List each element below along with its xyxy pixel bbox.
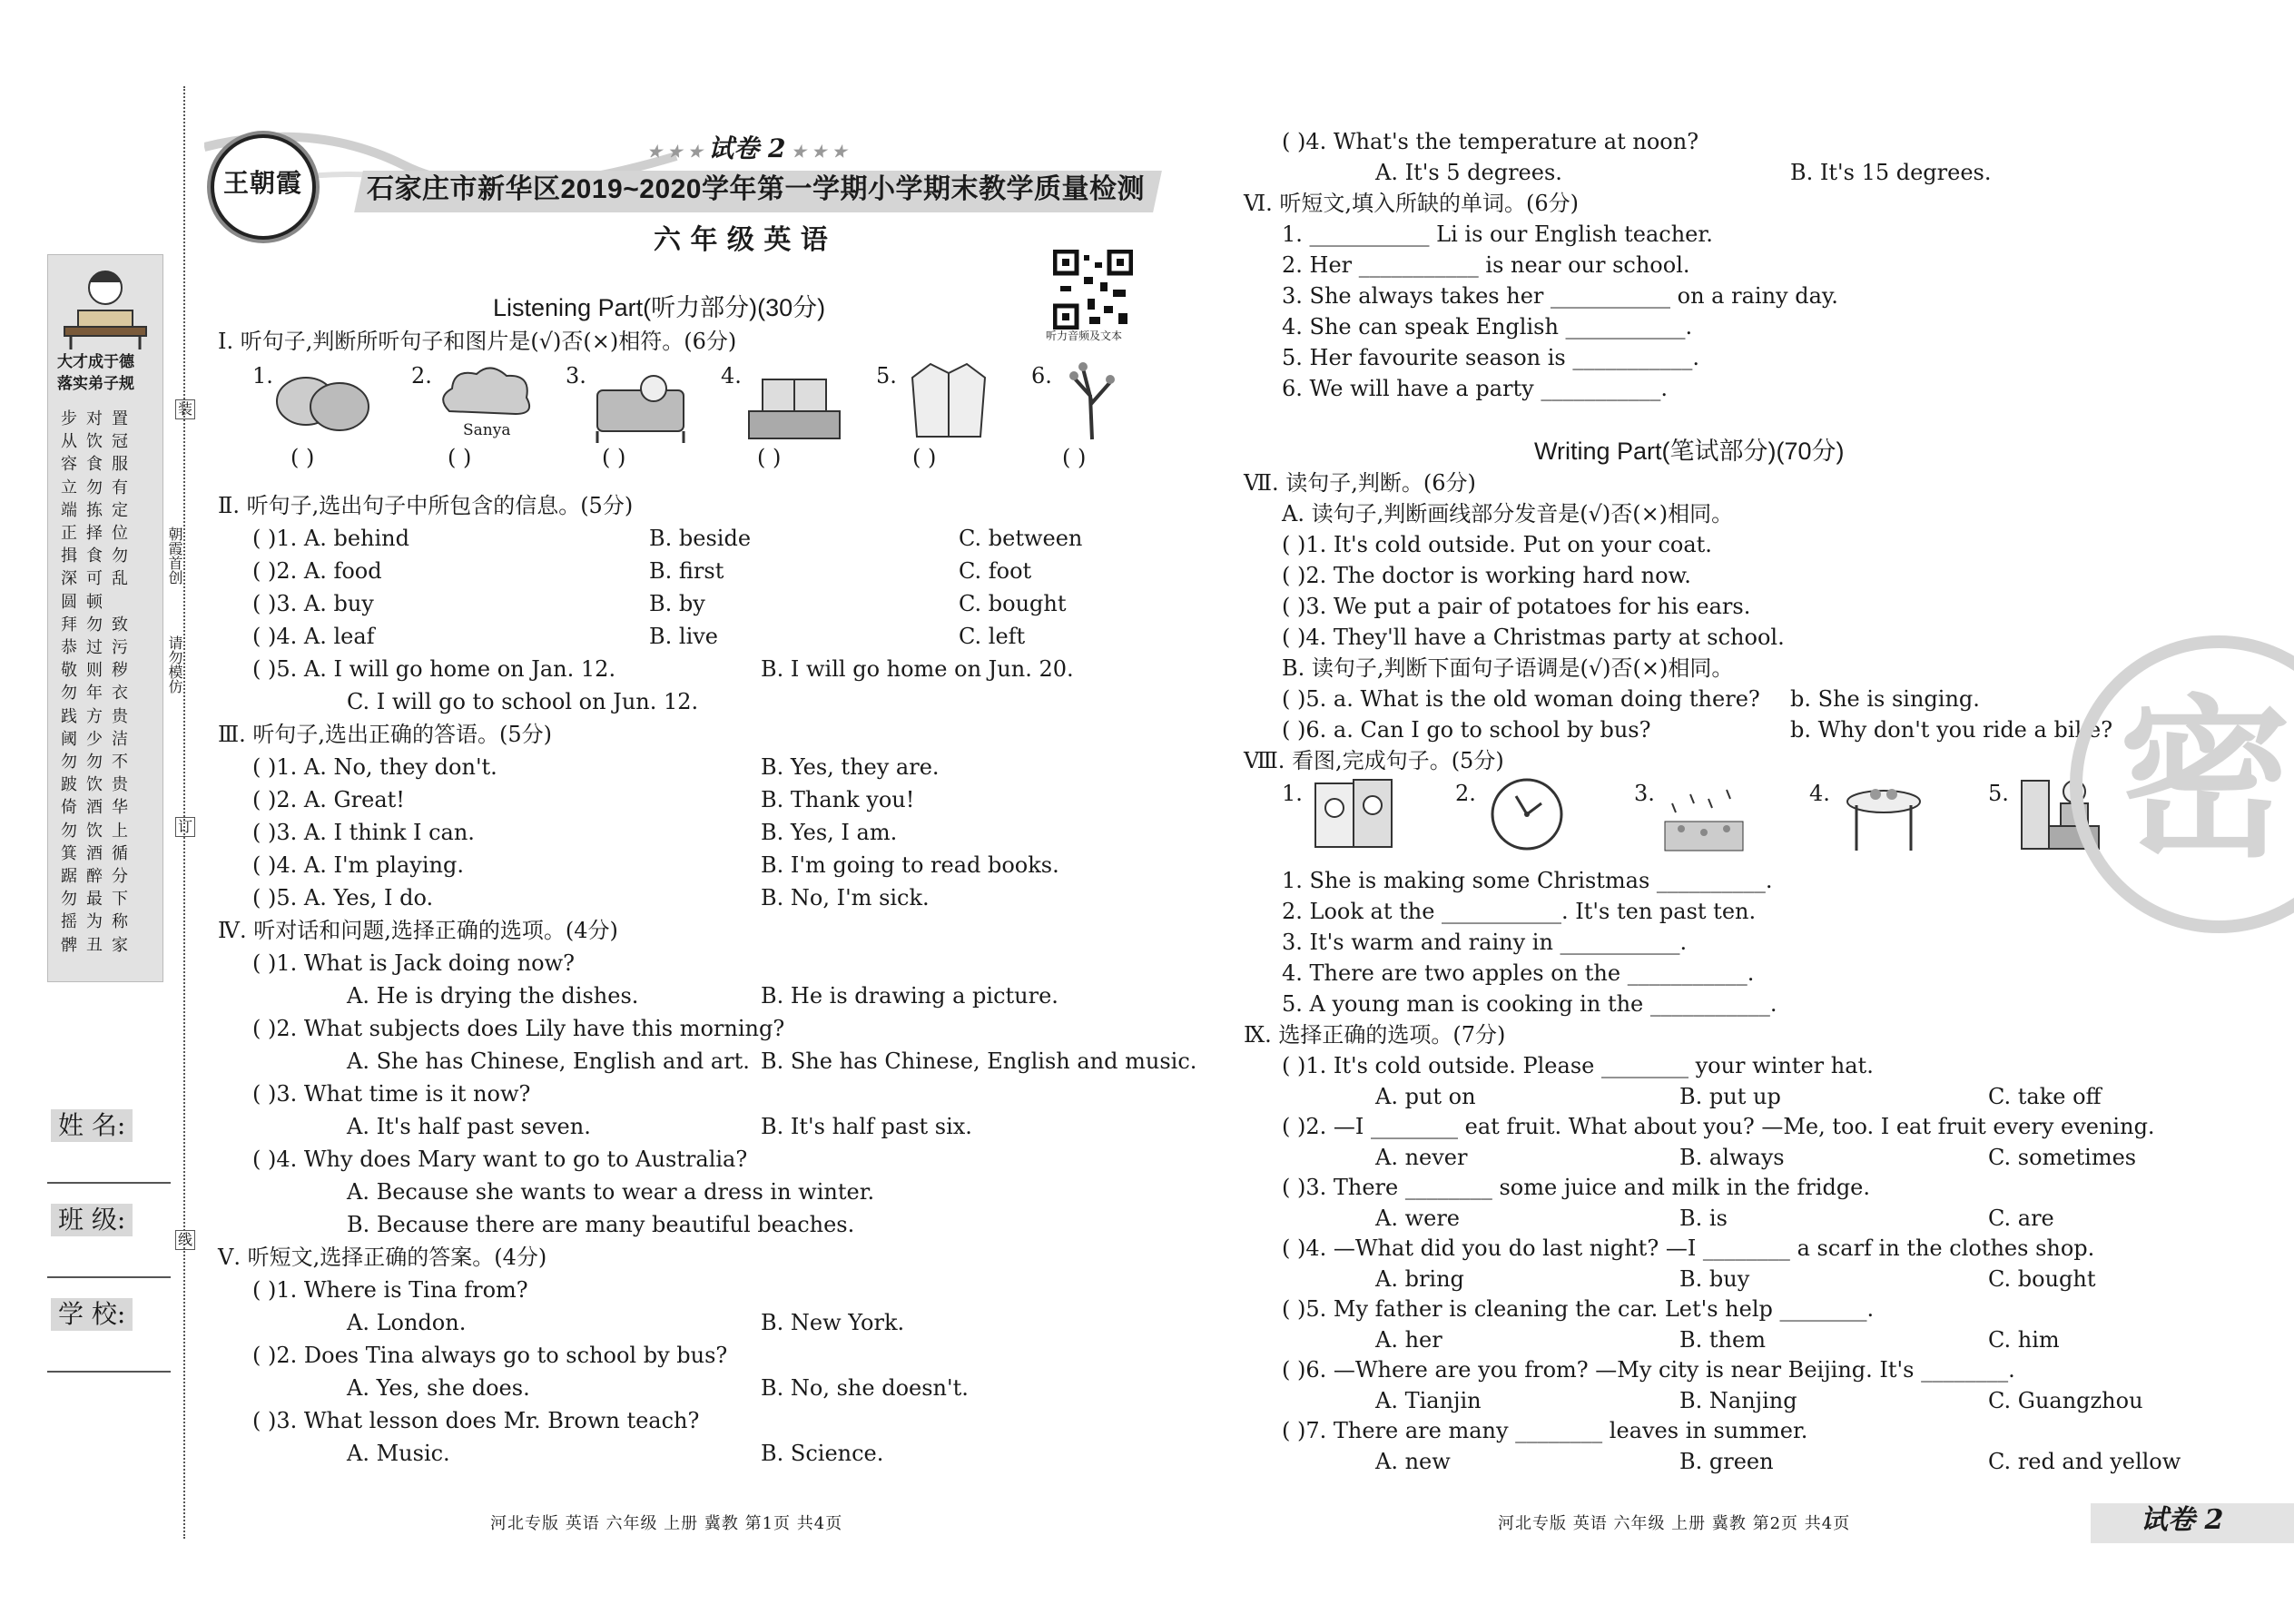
footer-paper-tag: 试卷 2 (2141, 1504, 2224, 1536)
class-field[interactable] (47, 1276, 171, 1278)
stamp-char: 密 (2119, 678, 2292, 881)
cloud-picture (436, 361, 536, 425)
potatoes-picture (274, 363, 374, 436)
sanya-label: Sanya (463, 421, 511, 439)
fill-blank-item[interactable]: 1. ___________ Li is our English teacher. (1282, 221, 1713, 247)
question-item[interactable]: ( )2. Does Tina always go to school by bus? (252, 1343, 728, 1368)
pic-num: 4. (1809, 781, 1830, 806)
name-field[interactable] (47, 1182, 171, 1184)
fill-blank-item[interactable]: 5. Her favourite season is ___________. (1282, 345, 1699, 370)
option-b: B. No, she doesn't. (761, 1375, 969, 1401)
paper-tag-text: 试卷 2 (708, 133, 786, 163)
page-footer-left: 河北专版 英语 六年级 上册 冀教 第1页 共4页 (490, 1514, 843, 1533)
option-c: C. Guangzhou (1988, 1388, 2143, 1413)
verse-line: 勿最下 (61, 890, 137, 910)
option-b: B. is (1679, 1206, 1728, 1231)
question-item[interactable]: ( )4. What's the temperature at noon? (1282, 129, 1699, 154)
option-b: b. She is singing. (1790, 686, 1980, 712)
option-a: A. London. (347, 1310, 467, 1335)
section-2-title: Ⅱ. 听句子,选出句子中所包含的信息。(5分) (218, 493, 634, 518)
option-c: C. I will go to school on Jun. 12. (347, 689, 699, 714)
question-item[interactable]: ( )3. What lesson does Mr. Brown teach? (252, 1408, 700, 1433)
option-b: B. green (1679, 1449, 1774, 1474)
christmas-cards-picture (1312, 776, 1398, 853)
verse-line: 踞醉分 (61, 867, 137, 887)
fill-blank-item[interactable]: 4. There are two apples on the ___________. (1282, 960, 1755, 986)
question-item[interactable]: ( )2. A. Great! (252, 787, 405, 812)
option-a: A. bring (1375, 1266, 1464, 1292)
verse-line: 立勿有 (61, 477, 137, 497)
option-a: A. Music. (347, 1441, 450, 1466)
pic-num: 3. (566, 363, 586, 389)
section-3-title: Ⅲ. 听句子,选出正确的答语。(5分) (218, 722, 553, 747)
pic-num: 4. (721, 363, 742, 389)
verse-line: 勿饮上 (61, 821, 137, 841)
pic-num: 2. (1455, 781, 1476, 806)
option-a: A. She has Chinese, English and art. (347, 1048, 750, 1074)
name-label: 姓 名: (51, 1109, 133, 1142)
option-b: B. them (1679, 1327, 1766, 1353)
section-6-title: Ⅵ. 听短文,填入所缺的单词。(6分) (1244, 191, 1580, 216)
option-a: A. Yes, she does. (347, 1375, 530, 1401)
option-b: B. It's half past six. (761, 1114, 972, 1139)
verse-line: 圆顿 (61, 592, 112, 612)
motto-1: 大才成于德 (57, 353, 134, 371)
question-item[interactable]: ( )4. A. I'm playing. (252, 852, 464, 878)
question-item[interactable]: ( )1. A. No, they don't. (252, 754, 497, 780)
option-c: C. are (1988, 1206, 2054, 1231)
question-item[interactable]: ( )6. a. Can I go to school by bus? (1282, 717, 1651, 743)
tree-picture (1056, 359, 1128, 441)
verse-line: 敬则秽 (61, 661, 137, 681)
pic-num: 1. (252, 363, 273, 389)
option-a: A. were (1375, 1206, 1461, 1231)
verse-line: 跛饮贵 (61, 775, 137, 795)
section-1-title: Ⅰ. 听句子,判断所听句子和图片是(√)否(×)相符。(6分) (218, 329, 737, 354)
verse-line: 摇为称 (61, 912, 137, 932)
motto-2: 落实弟子规 (57, 375, 134, 393)
pic-num: 3. (1634, 781, 1655, 806)
scholar-boy-icon (51, 261, 160, 351)
option-b: B. I will go home on Jun. 20. (761, 656, 1074, 682)
answer-blank[interactable]: ( ) (290, 445, 315, 470)
fold-mark: 订 (175, 817, 195, 837)
fill-blank-item[interactable]: 5. A young man is cooking in the ___________. (1282, 991, 1777, 1017)
question-item[interactable]: ( )3. A. I think I can. (252, 820, 475, 845)
answer-blank[interactable]: ( ) (602, 445, 626, 470)
option-b: B. put up (1679, 1084, 1781, 1109)
option-b: B. Because there are many beautiful beaches. (347, 1212, 855, 1237)
option-b: B. New York. (761, 1310, 905, 1335)
question-item[interactable]: ( )5. A. Yes, I do. (252, 885, 434, 910)
option-a: A. never (1375, 1145, 1468, 1170)
question-item[interactable]: ( )3. What time is it now? (252, 1081, 531, 1107)
option-b: B. It's 15 degrees. (1790, 160, 1992, 185)
part-a-title: A. 读句子,判断画线部分发音是(√)否(×)相同。 (1282, 501, 1734, 527)
option-b: B. live (649, 624, 719, 649)
section-9-title: Ⅸ. 选择正确的选项。(7分) (1244, 1022, 1506, 1048)
question-item[interactable]: ( )2. What subjects does Lily have this morning? (252, 1016, 785, 1041)
question-item[interactable]: ( )6. —Where are you from? —My city is near Beijing. It's ________. (1282, 1357, 2015, 1383)
option-a: A. He is drying the dishes. (347, 983, 639, 1009)
verse-line: 勿勿不 (61, 753, 137, 773)
option-a: A. Tianjin (1375, 1388, 1482, 1413)
option-b: B. He is drawing a picture. (761, 983, 1058, 1009)
pic-num: 5. (876, 363, 897, 389)
option-b: B. Yes, I am. (761, 820, 898, 845)
side-note-1: 朝霞首创 (166, 527, 183, 585)
question-item[interactable]: ( )3. We put a pair of potatoes for his ears. (1282, 594, 1751, 619)
question-item[interactable]: ( )5. My father is cleaning the car. Let's help ________. (1282, 1296, 1875, 1322)
clock-picture (1489, 776, 1566, 853)
exam-title: 石家庄市新华区2019~2020学年第一学期小学期末教学质量检测 (367, 174, 1145, 204)
option-b: B. I'm going to read books. (761, 852, 1059, 878)
option-a: A. new (1375, 1449, 1451, 1474)
fill-blank-item[interactable]: 3. She always takes her ___________ on a rainy day. (1282, 283, 1838, 309)
cut-line (183, 86, 185, 1539)
question-item[interactable]: ( )1. It's cold outside. Please ________ your winter hat. (1282, 1053, 1874, 1078)
paper-tag: ★ ★ ★ 试卷 2 ★ ★ ★ (647, 133, 847, 163)
logo-text: 王朝霞 (223, 168, 303, 198)
question-item[interactable]: ( )4. Why does Mary want to go to Australia? (252, 1147, 748, 1172)
part-b-title: B. 读句子,判断下面句子语调是(√)否(×)相同。 (1282, 655, 1734, 681)
pic-num: 1. (1282, 781, 1303, 806)
verse-line: 深可乱 (61, 569, 137, 589)
answer-blank[interactable]: ( ) (912, 445, 937, 470)
school-label: 学 校: (51, 1298, 133, 1331)
brand-logo (211, 134, 316, 240)
qr-caption: 听力音频及文本 (1046, 330, 1123, 342)
answer-blank[interactable]: ( ) (448, 445, 472, 470)
side-note-2: 请勿模仿 (166, 635, 183, 694)
option-b: B. Thank you! (761, 787, 915, 812)
di-zi-gui-text (61, 408, 155, 957)
option-b: b. Why don't you ride a bike? (1790, 717, 2113, 743)
question-item[interactable]: ( )7. There are many ________ leaves in summer. (1282, 1418, 1808, 1443)
verse-line: 倚酒华 (61, 798, 137, 818)
option-c: C. red and yellow (1988, 1449, 2181, 1474)
answer-blank[interactable]: ( ) (1062, 445, 1087, 470)
option-c: C. foot (959, 558, 1032, 584)
section-4-title: Ⅳ. 听对话和问题,选择正确的选项。(4分) (218, 918, 618, 943)
verse-line: 勿年衣 (61, 684, 137, 704)
option-b: B. She has Chinese, English and music. (761, 1048, 1197, 1074)
class-label: 班 级: (51, 1204, 133, 1236)
option-c: C. sometimes (1988, 1145, 2137, 1170)
fill-blank-item[interactable]: 2. Her ___________ is near our school. (1282, 252, 1690, 278)
verse-line: 践方贵 (61, 706, 137, 726)
spring-rain-picture (1663, 776, 1745, 853)
section-7-title: Ⅶ. 读句子,判断。(6分) (1244, 470, 1476, 496)
pic-num: 2. (411, 363, 432, 389)
verse-line: 拜勿致 (61, 615, 137, 635)
option-b: B. No, I'm sick. (761, 885, 930, 910)
question-item[interactable]: ( )1. What is Jack doing now? (252, 950, 576, 976)
pic-num: 5. (1988, 781, 2009, 806)
option-a: A. her (1375, 1327, 1442, 1353)
verse-line: 步对置 (61, 409, 137, 428)
sick-in-bed-picture (590, 363, 690, 445)
question-item[interactable]: ( )5. a. What is the old woman doing there? (1282, 686, 1760, 712)
verse-line: 从饮冠 (61, 432, 137, 452)
verse-line: 箕酒循 (61, 843, 137, 863)
question-item[interactable]: ( )3. There ________ some juice and milk in the fridge. (1282, 1175, 1871, 1200)
option-c: C. bought (1988, 1266, 2096, 1292)
verse-line: 容食服 (61, 455, 137, 475)
answer-blank[interactable]: ( ) (757, 445, 782, 470)
verse-line: 髀丑家 (61, 935, 137, 955)
exam-subtitle: 六 年 级 英 语 (654, 224, 828, 256)
verse-line: 正择位 (61, 524, 137, 544)
shirt-picture (908, 359, 989, 441)
section-8-title: Ⅷ. 看图,完成句子。(5分) (1244, 748, 1504, 773)
verse-line: 端拣定 (61, 500, 137, 520)
option-b: B. by (649, 591, 705, 616)
verse-line: 揖食勿 (61, 546, 137, 566)
confidential-stamp (2070, 635, 2294, 933)
table-apples-picture (1843, 776, 1925, 853)
fold-mark: 线 (175, 1230, 195, 1250)
question-item[interactable]: ( )1. It's cold outside. Put on your coat. (1282, 532, 1712, 557)
question-item[interactable]: ( )4. —What did you do last night? —I ________ a scarf in the clothes shop. (1282, 1235, 2095, 1261)
question-item[interactable]: ( )1. A. behind (252, 526, 409, 551)
question-item[interactable]: ( )3. A. buy (252, 591, 374, 616)
question-item[interactable]: ( )2. —I ________ eat fruit. What about you? —Me, too. I eat fruit every evening. (1282, 1114, 2155, 1139)
question-item[interactable]: ( )5. A. I will go home on Jan. 12. (252, 656, 616, 682)
option-c: C. bought (959, 591, 1067, 616)
sidebar-panel (47, 254, 163, 982)
option-b: B. first (649, 558, 724, 584)
fill-blank-item[interactable]: 3. It's warm and rainy in ___________. (1282, 930, 1688, 955)
qr-code-icon[interactable] (1053, 250, 1133, 330)
option-b: B. beside (649, 526, 752, 551)
option-b: B. always (1679, 1145, 1785, 1170)
option-b: B. Science. (761, 1441, 884, 1466)
fill-blank-item[interactable]: 1. She is making some Christmas __________. (1282, 868, 1773, 893)
option-a: A. Because she wants to wear a dress in winter. (347, 1179, 875, 1205)
fold-mark: 装 (175, 399, 195, 419)
question-item[interactable]: ( )4. A. leaf (252, 624, 375, 649)
section-5-title: Ⅴ. 听短文,选择正确的答案。(4分) (218, 1245, 547, 1270)
question-item[interactable]: ( )1. Where is Tina from? (252, 1277, 528, 1303)
verse-line: 阈少洁 (61, 729, 137, 749)
verse-line: 恭过污 (61, 638, 137, 658)
question-item[interactable]: ( )2. The doctor is working hard now. (1282, 563, 1691, 588)
option-b: B. buy (1679, 1266, 1750, 1292)
option-b: B. Yes, they are. (761, 754, 940, 780)
option-c: C. between (959, 526, 1083, 551)
option-c: C. take off (1988, 1084, 2102, 1109)
option-c: C. left (959, 624, 1026, 649)
man-reading-picture (744, 361, 844, 443)
question-item[interactable]: ( )2. A. food (252, 558, 382, 584)
writing-title: Writing Part(笔试部分)(70分) (1534, 438, 1845, 465)
school-field[interactable] (47, 1371, 171, 1373)
option-a: A. It's 5 degrees. (1375, 160, 1562, 185)
option-a: A. It's half past seven. (347, 1114, 591, 1139)
option-b: B. Nanjing (1679, 1388, 1797, 1413)
fill-blank-item[interactable]: 2. Look at the ___________. It's ten past ten. (1282, 899, 1757, 924)
pic-num: 6. (1031, 363, 1052, 389)
fill-blank-item[interactable]: 6. We will have a party ___________. (1282, 376, 1668, 401)
page-footer-right: 河北专版 英语 六年级 上册 冀教 第2页 共4页 (1498, 1514, 1851, 1533)
listening-title: Listening Part(听力部分)(30分) (493, 294, 826, 321)
option-a: A. put on (1375, 1084, 1476, 1109)
option-c: C. him (1988, 1327, 2060, 1353)
question-item[interactable]: ( )4. They'll have a Christmas party at school. (1282, 625, 1785, 650)
fill-blank-item[interactable]: 4. She can speak English ___________. (1282, 314, 1693, 340)
